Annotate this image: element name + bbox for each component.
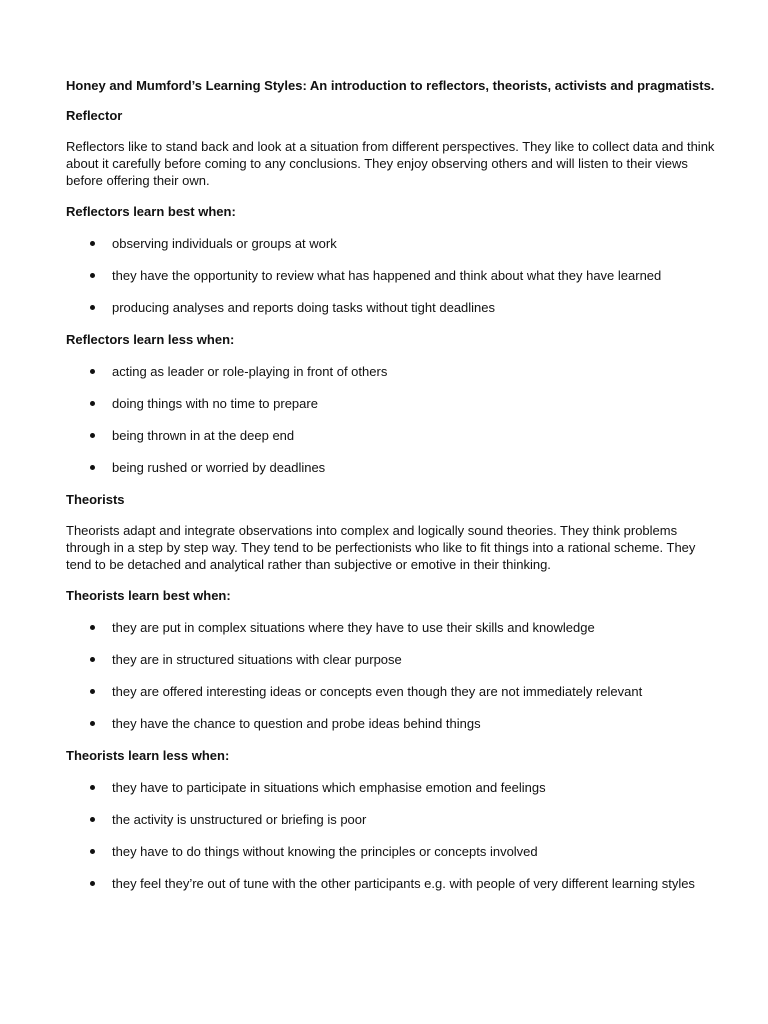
list-item: they have the opportunity to review what has happened and think about what they have learned xyxy=(66,267,716,284)
document-page xyxy=(66,77,716,907)
reflector-heading: Reflector xyxy=(66,108,123,123)
bullet-icon xyxy=(90,369,95,374)
list-item: they have to do things without knowing the principles or concepts involved xyxy=(66,843,716,860)
bullet-icon xyxy=(90,785,95,790)
bullet-icon xyxy=(90,817,95,822)
bullet-icon xyxy=(90,401,95,406)
list-item: being rushed or worried by deadlines xyxy=(66,459,716,476)
bullet-icon xyxy=(90,433,95,438)
document-title: Honey and Mumford’s Learning Styles: An introduction to reflectors, theorists, activists and pragmatists. xyxy=(66,78,715,93)
bullet-icon xyxy=(90,721,95,726)
theorists-less-heading: Theorists learn less when: xyxy=(66,748,230,763)
theorists-best-list xyxy=(66,619,716,732)
bullet-icon xyxy=(90,305,95,310)
list-item: they are put in complex situations where they have to use their skills and knowledge xyxy=(66,619,716,636)
theorists-best-heading: Theorists learn best when: xyxy=(66,588,231,603)
bullet-icon xyxy=(90,657,95,662)
reflectors-less-heading: Reflectors learn less when: xyxy=(66,332,235,347)
list-item: they feel they’re out of tune with the other participants e.g. with people of very different learning styles xyxy=(66,875,716,892)
bullet-icon xyxy=(90,849,95,854)
reflectors-less-list xyxy=(66,363,716,476)
bullet-icon xyxy=(90,465,95,470)
theorists-less-list xyxy=(66,779,716,892)
list-item: doing things with no time to prepare xyxy=(66,395,716,412)
bullet-icon xyxy=(90,273,95,278)
reflectors-best-heading: Reflectors learn best when: xyxy=(66,204,236,219)
list-item: acting as leader or role-playing in front of others xyxy=(66,363,716,380)
bullet-icon xyxy=(90,625,95,630)
list-item: being thrown in at the deep end xyxy=(66,427,716,444)
list-item: the activity is unstructured or briefing is poor xyxy=(66,811,716,828)
list-item: they are offered interesting ideas or concepts even though they are not immediately relevant xyxy=(66,683,716,700)
list-item: they are in structured situations with clear purpose xyxy=(66,651,716,668)
reflectors-best-list xyxy=(66,235,716,316)
list-item: they have to participate in situations which emphasise emotion and feelings xyxy=(66,779,716,796)
list-item: observing individuals or groups at work xyxy=(66,235,716,252)
list-item: they have the chance to question and probe ideas behind things xyxy=(66,715,716,732)
list-item: producing analyses and reports doing tasks without tight deadlines xyxy=(66,299,716,316)
theorists-description: Theorists adapt and integrate observations into complex and logically sound theories. They think problems through in a step by step way. They tend to be perfectionists who like to fit things into a rational scheme. They tend to be detached and analytical rather than subjective or emotive in their thinking. xyxy=(66,523,696,572)
bullet-icon xyxy=(90,689,95,694)
theorists-heading: Theorists xyxy=(66,492,125,507)
bullet-icon xyxy=(90,881,95,886)
bullet-icon xyxy=(90,241,95,246)
reflector-description: Reflectors like to stand back and look at a situation from different perspectives. They like to collect data and think about it carefully before coming to any conclusions. They enjoy observing others and will listen to their views before offering their own. xyxy=(66,139,715,188)
